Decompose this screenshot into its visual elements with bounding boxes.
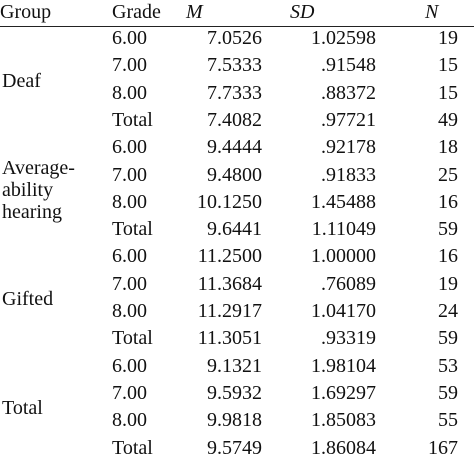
header-n: N (425, 1, 439, 23)
sd-cell: 1.00000 (311, 245, 376, 268)
mean-cell: 9.5749 (207, 436, 262, 459)
group-label-line: hearing (2, 200, 62, 223)
mean-cell: 9.4444 (207, 136, 262, 159)
sd-cell: .93319 (321, 327, 376, 350)
mean-cell: 11.3051 (197, 327, 262, 350)
grade-cell: 7.00 (112, 272, 147, 295)
sd-cell: .76089 (321, 272, 376, 295)
grade-cell: 8.00 (112, 190, 147, 213)
n-cell: 15 (438, 54, 458, 77)
grade-cell: 7.00 (112, 54, 147, 77)
mean-cell: 7.7333 (207, 81, 262, 104)
grade-cell: Total (112, 218, 153, 241)
sd-cell: .97721 (321, 108, 376, 131)
grade-cell: 6.00 (112, 354, 147, 377)
sd-cell: 1.45488 (311, 190, 376, 213)
group-label (2, 70, 41, 92)
grade-cell: Total (112, 327, 153, 350)
n-cell: 25 (438, 163, 458, 186)
group-label-line: Average- (2, 156, 75, 179)
mean-cell: 7.0526 (207, 27, 262, 49)
header-grade: Grade (112, 1, 161, 23)
sd-cell: .91833 (321, 163, 376, 186)
sd-cell: 1.85083 (311, 409, 376, 432)
n-cell: 19 (438, 27, 458, 49)
mean-cell: 10.1250 (197, 190, 262, 213)
n-cell: 18 (438, 136, 458, 159)
group-label (2, 157, 75, 223)
header-sd: SD (290, 1, 315, 23)
grade-cell: 8.00 (112, 81, 147, 104)
header-m: M (186, 1, 203, 23)
n-cell: 59 (438, 381, 458, 404)
mean-cell: 9.9818 (207, 409, 262, 432)
n-cell: 16 (438, 245, 458, 268)
sd-cell: 1.02598 (311, 27, 376, 49)
sd-cell: .92178 (321, 136, 376, 159)
sd-cell: 1.11049 (311, 218, 376, 241)
sd-cell: .88372 (321, 81, 376, 104)
grade-cell: Total (112, 108, 153, 131)
grade-cell: 8.00 (112, 300, 147, 322)
n-cell: 24 (438, 300, 458, 322)
n-cell: 15 (438, 81, 458, 104)
n-cell: 53 (438, 354, 458, 377)
sd-cell: 1.69297 (311, 381, 376, 404)
group-label-line: Total (2, 397, 43, 420)
mean-cell: 11.3684 (197, 272, 262, 295)
mean-cell: 11.2500 (197, 245, 262, 268)
group-label-line: Deaf (2, 69, 41, 92)
grade-cell: 8.00 (112, 409, 147, 432)
header-group: Group (0, 1, 52, 23)
mean-cell: 9.5932 (207, 381, 262, 404)
sd-cell: 1.04170 (311, 300, 376, 322)
sd-cell: 1.86084 (311, 436, 376, 459)
mean-cell: 7.4082 (207, 108, 262, 131)
grade-cell: 7.00 (112, 163, 147, 186)
n-cell: 59 (438, 218, 458, 241)
mean-cell: 9.6441 (207, 218, 262, 241)
group-label-line: ability (2, 178, 54, 201)
grade-cell: 7.00 (112, 381, 147, 404)
n-cell: 19 (438, 272, 458, 295)
grade-cell: Total (112, 436, 153, 459)
group-label (2, 288, 53, 310)
mean-cell: 9.1321 (207, 354, 262, 377)
n-cell: 16 (438, 190, 458, 213)
sd-cell: 1.98104 (311, 354, 376, 377)
grade-cell: 6.00 (112, 27, 147, 49)
n-cell: 167 (428, 436, 458, 459)
group-label-line: Gifted (2, 288, 54, 310)
sd-cell: .91548 (321, 54, 376, 77)
mean-cell: 11.2917 (197, 300, 262, 322)
n-cell: 55 (438, 409, 458, 432)
group-label (2, 397, 43, 419)
n-cell: 49 (438, 108, 458, 131)
grade-cell: 6.00 (112, 245, 147, 268)
n-cell: 59 (438, 327, 458, 350)
grade-cell: 6.00 (112, 136, 147, 159)
mean-cell: 7.5333 (207, 54, 262, 77)
mean-cell: 9.4800 (207, 163, 262, 186)
